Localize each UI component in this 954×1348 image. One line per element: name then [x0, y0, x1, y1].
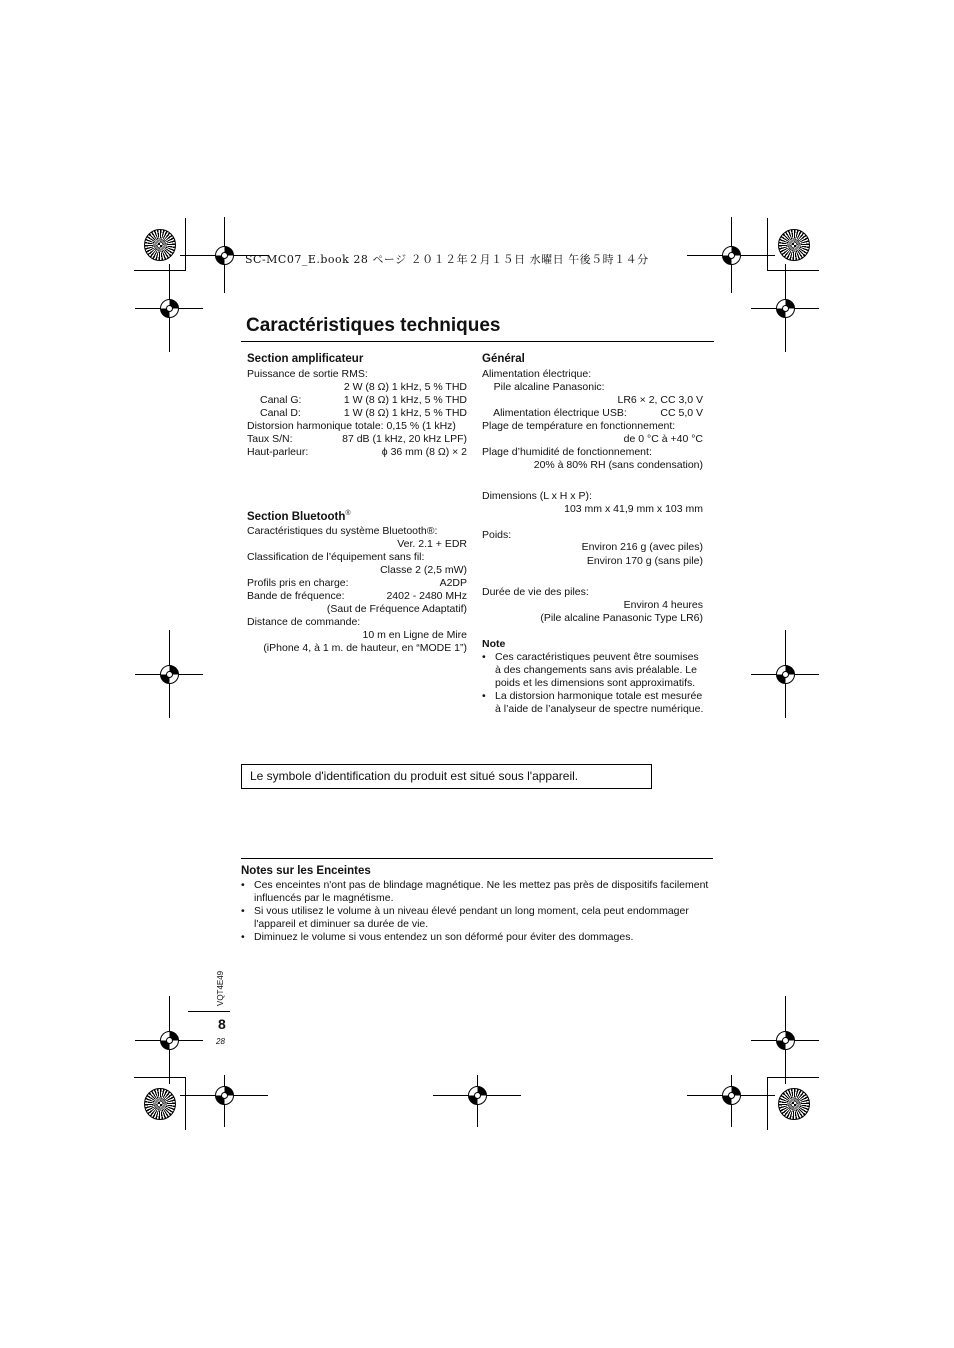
speaker-note-item: • Ces enceintes n'ont pas de blindage magnétique. Ne les mettez pas près de dispositifs facilement influencés par le magnétisme.	[241, 879, 716, 905]
spec-label: Alimentation électrique USB:	[482, 407, 627, 419]
crop-line	[767, 1077, 819, 1078]
battery-life-value: Environ 4 heures	[623, 599, 703, 611]
product-id-text: Le symbole d'identification du produit est situé sous l'appareil.	[250, 769, 579, 783]
note-list	[482, 651, 707, 716]
note-item: • Ces caractéristiques peuvent être soumises à des changements sans avis préalable. Le poids et les dimensions sont approximatifs.	[482, 651, 707, 690]
crop-line	[767, 270, 819, 271]
page-title: Caractéristiques techniques	[246, 315, 501, 336]
weight-with-batteries: Environ 216 g (avec piles)	[581, 541, 703, 553]
spec-label: Alimentation électrique:	[482, 368, 592, 380]
book-page-number: 28	[216, 1037, 225, 1046]
speakers-rule	[241, 858, 713, 859]
spec-value: (iPhone 4, à 1 m. de hauteur, en “MODE 1”)	[263, 642, 467, 654]
spec-value: Classe 2 (2,5 mW)	[380, 564, 467, 576]
spec-value: ϕ 36 mm (8 Ω) × 2	[381, 446, 467, 458]
crop-line	[767, 218, 768, 270]
spec-label: Caractéristiques du système Bluetooth®:	[247, 525, 438, 537]
spec-label: Haut-parleur:	[247, 446, 309, 458]
spec-label: Distance de commande:	[247, 616, 361, 628]
print-header: SC-MC07_E.book 28 ページ ２０１２年２月１５日 水曜日 午後５時１４分	[245, 253, 649, 266]
weight-label: Poids:	[482, 529, 512, 541]
page-number: 8	[218, 1016, 226, 1032]
amp-heading: Section amplificateur	[247, 353, 364, 365]
spec-label: Canal G:	[260, 394, 302, 406]
note-heading: Note	[482, 638, 506, 650]
spec-label: Classification de l’équipement sans fil:	[247, 551, 425, 563]
spec-value: 2 W (8 Ω) 1 kHz, 5 % THD	[343, 381, 467, 393]
spec-value: 1 W (8 Ω) 1 kHz, 5 % THD	[343, 407, 467, 419]
registered-mark: ®	[345, 510, 351, 517]
general-heading: Général	[482, 353, 525, 365]
crop-line	[185, 1078, 186, 1130]
spec-value: CC 5,0 V	[660, 407, 703, 419]
spec-value: 10 m en Ligne de Mire	[362, 629, 467, 641]
spec-label: Taux S/N:	[247, 433, 293, 445]
spec-value: 87 dB (1 kHz, 20 kHz LPF)	[342, 433, 467, 445]
crop-line	[134, 1077, 186, 1078]
speaker-note-item: • Si vous utilisez le volume à un niveau élevé pendant un long moment, cela peut endommager l'appareil et diminuer sa durée de vie.	[241, 905, 716, 931]
spec-value: de 0 °C à +40 °C	[623, 433, 703, 445]
spec-label: Plage de température en fonctionnement:	[482, 420, 676, 432]
document-code: VQT4E49	[216, 970, 225, 1006]
title-rule	[241, 341, 714, 342]
crop-line	[134, 270, 186, 271]
starburst-mark-icon	[778, 229, 810, 261]
spec-value: 20% à 80% RH (sans condensation)	[533, 459, 703, 471]
crop-line	[185, 218, 186, 270]
speaker-note-item: • Diminuez le volume si vous entendez un son déformé pour éviter des dommages.	[241, 931, 716, 944]
spec-label: Distorsion harmonique totale: 0,15 % (1 kHz)	[247, 420, 456, 432]
spec-value: LR6 × 2, CC 3,0 V	[617, 394, 703, 406]
spec-label: Bande de fréquence:	[247, 590, 345, 602]
dimensions-value: 103 mm x 41,9 mm x 103 mm	[564, 503, 703, 515]
speakers-note-list	[241, 879, 716, 944]
weight-without-batteries: Environ 170 g (sans pile)	[586, 555, 703, 567]
starburst-mark-icon	[144, 1088, 176, 1120]
crop-line	[767, 1078, 768, 1130]
battery-life-label: Durée de vie des piles:	[482, 586, 589, 598]
note-item: • La distorsion harmonique totale est mesurée à l’aide de l’analyseur de spectre numérique.	[482, 690, 707, 716]
product-id-box	[241, 764, 652, 789]
speakers-heading: Notes sur les Enceintes	[241, 865, 371, 877]
spec-label: Pile alcaline Panasonic:	[482, 381, 605, 393]
starburst-mark-icon	[778, 1088, 810, 1120]
spec-value: (Saut de Fréquence Adaptatif)	[326, 603, 467, 615]
dimensions-label: Dimensions (L x H x P):	[482, 490, 592, 502]
spec-label: Puissance de sortie RMS:	[247, 368, 368, 380]
spec-value: Ver. 2.1 + EDR	[397, 538, 467, 550]
bt-heading	[247, 510, 351, 523]
footer-rule	[188, 1011, 230, 1012]
spec-value: 1 W (8 Ω) 1 kHz, 5 % THD	[343, 394, 467, 406]
spec-value: A2DP	[439, 577, 467, 589]
spec-label: Canal D:	[260, 407, 301, 419]
battery-type: (Pile alcaline Panasonic Type LR6)	[540, 612, 703, 624]
starburst-mark-icon	[144, 229, 176, 261]
spec-label: Plage d’humidité de fonctionnement:	[482, 446, 652, 458]
spec-value: 2402 - 2480 MHz	[386, 590, 467, 602]
bt-heading-text: Section Bluetooth	[247, 510, 346, 523]
spec-label: Profils pris en charge:	[247, 577, 349, 589]
